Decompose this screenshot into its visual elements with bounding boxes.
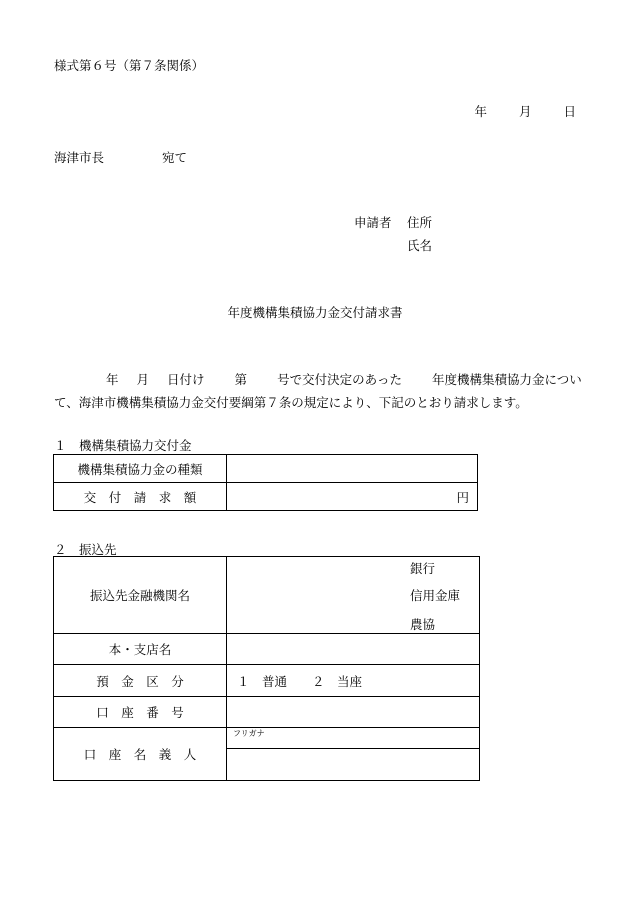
section-1-heading: １ 機構集積協力交付金 <box>54 438 192 453</box>
furigana-field[interactable] <box>227 728 480 749</box>
body-line-1 <box>106 370 582 388</box>
account-holder-field[interactable] <box>227 749 480 781</box>
date-year: 年 <box>474 104 487 119</box>
bank-option-agri-coop: 農協 <box>410 617 436 632</box>
bank-option-bank: 銀行 <box>410 561 436 576</box>
date-month: 月 <box>518 104 532 119</box>
account-number-field[interactable] <box>227 697 480 728</box>
request-amount-label: 交 付 請 求 額 <box>54 483 227 511</box>
account-holder-label: 口 座 名 義 人 <box>54 728 227 781</box>
document-title: 年度機構集積協力金交付請求書 <box>227 305 403 320</box>
branch-name-label: 本・支店名 <box>54 634 227 665</box>
deposit-type-label: 預 金 区 分 <box>54 665 227 697</box>
applicant-label: 申請者 <box>354 215 392 230</box>
grant-table <box>53 454 478 511</box>
addressee-suffix: 宛て <box>162 150 188 165</box>
table-row <box>54 455 478 483</box>
body-month: 月 <box>136 372 150 387</box>
applicant-name-label: 氏名 <box>407 238 433 253</box>
account-number-label: 口 座 番 号 <box>54 697 227 728</box>
grant-type-label: 機構集積協力金の種類 <box>54 455 227 483</box>
addressee-name: 海津市長 <box>54 150 105 165</box>
date-day: 日 <box>563 104 576 119</box>
furigana-label: フリガナ <box>233 729 265 738</box>
table-row <box>54 483 478 511</box>
addressee <box>54 148 187 166</box>
table-row <box>54 728 480 749</box>
body-line-2: て、海津市機構集積協力金交付要綱第７条の規定により、下記のとおり請求します。 <box>54 395 528 410</box>
table-row <box>54 697 480 728</box>
section-2-heading: ２ 振込先 <box>54 542 117 557</box>
table-row <box>54 557 480 634</box>
table-row <box>54 634 480 665</box>
applicant-address-label: 住所 <box>407 215 433 230</box>
grant-type-field[interactable] <box>227 455 478 483</box>
request-amount-field[interactable] <box>227 483 478 511</box>
bank-name-field[interactable] <box>227 557 480 634</box>
deposit-type-field[interactable]: １ 普通 ２ 当座 <box>227 665 480 697</box>
body-date-suffix: 日付け <box>167 372 205 387</box>
body-year: 年 <box>106 372 119 387</box>
form-number: 様式第６号（第７条関係） <box>54 58 205 73</box>
body-fiscal-year-text: 年度機構集積協力金につい <box>431 372 582 387</box>
bank-transfer-table <box>53 556 480 781</box>
branch-name-field[interactable] <box>227 634 480 665</box>
yen-unit: 円 <box>456 489 469 505</box>
date-line <box>474 102 576 120</box>
body-number-prefix: 第 <box>234 372 248 387</box>
body-decision-text: 号で交付決定のあった <box>277 372 402 387</box>
table-row <box>54 665 480 697</box>
bank-name-label: 振込先金融機関名 <box>54 557 227 634</box>
bank-option-credit-union: 信用金庫 <box>410 588 461 603</box>
